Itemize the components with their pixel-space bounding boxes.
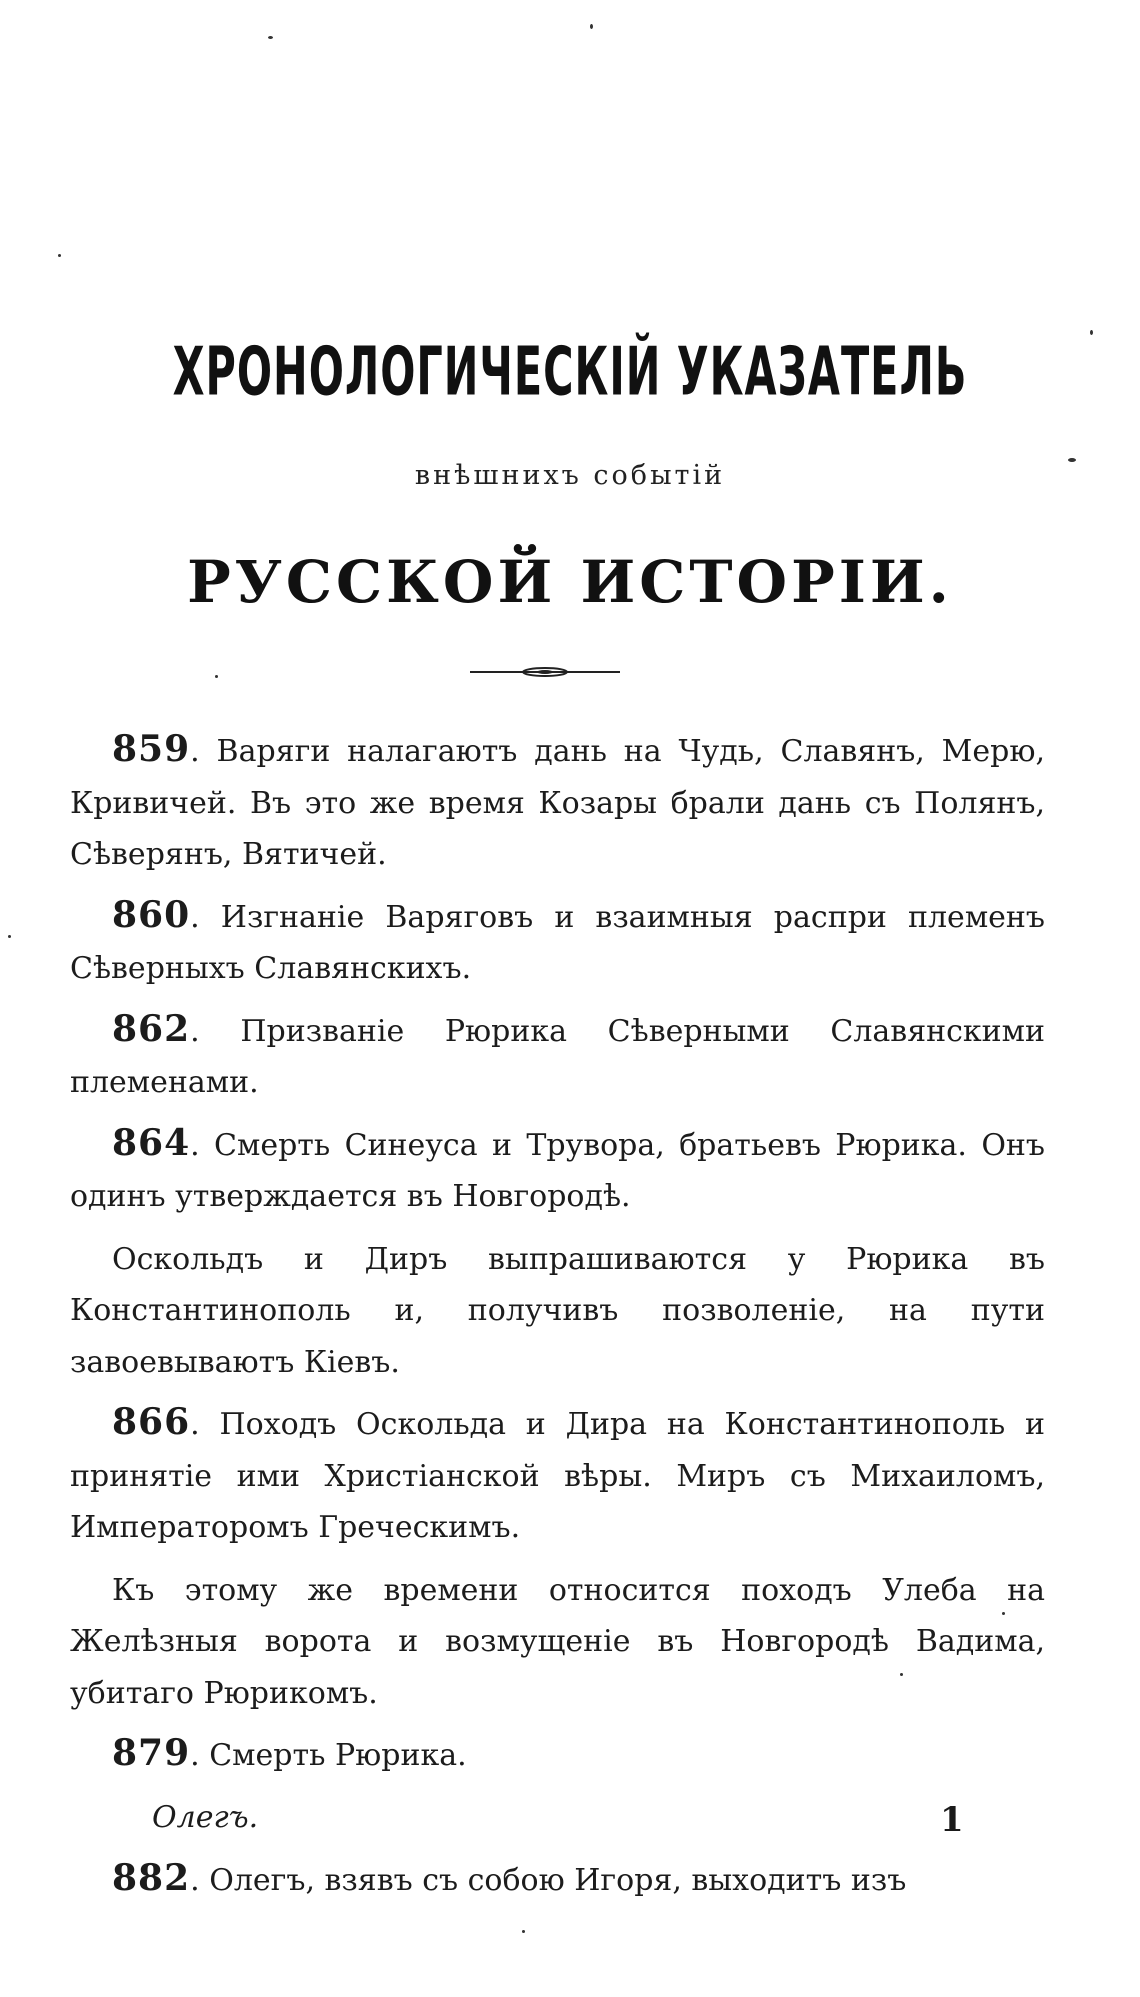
page-title: ХРОНОЛОГИЧЕСКІЙ УКАЗАТЕЛЬ [172, 332, 968, 411]
scan-speck [215, 675, 218, 678]
entry-year: 862 [112, 1007, 191, 1050]
scan-speck [900, 1673, 903, 1676]
scan-speck [1090, 330, 1093, 335]
chronology-entry [70, 1563, 1045, 1720]
chronology-entry [70, 1118, 1045, 1223]
entry-text: . Смерть Синеуса и Трувора, братьевъ Рюрика. Онъ одинъ утверждается въ Новгородѣ. [70, 1127, 1045, 1214]
chronology-entry [70, 1728, 1045, 1782]
page-heading: РУССКОЙ ИСТОРІИ. [187, 548, 953, 616]
entry-text: . Походъ Оскольда и Дира на Константинополь и принятіе ими Христіанской вѣры. Миръ съ Михаиломъ, Императоромъ Греческимъ. [70, 1407, 1045, 1545]
scan-speck [1002, 1612, 1005, 1615]
page-subtitle: внѣшнихъ событій [414, 460, 726, 491]
entry-text: . Изгнаніе Варяговъ и взаимныя распри племенъ Сѣверныхъ Славянскихъ. [70, 899, 1045, 986]
chronology-text [70, 724, 1045, 1907]
entry-text: . Смерть Рюрика. [190, 1738, 467, 1773]
scan-speck [268, 36, 273, 39]
chronology-entry [70, 1397, 1045, 1554]
page-number: 1 [940, 1800, 964, 1840]
scan-speck [590, 24, 593, 29]
chronology-entry [70, 1853, 1045, 1907]
entry-text: Къ этому же времени относится походъ Улеба на Желѣзныя ворота и возмущеніе въ Новгородѣ Вадима, убитаго Рюрикомъ. [70, 1572, 1045, 1711]
entry-text: . Призваніе Рюрика Сѣверными Славянскими племенами. [70, 1013, 1045, 1100]
chronology-entry [70, 1004, 1045, 1109]
entry-year: 860 [112, 893, 191, 936]
entry-text: . Олегъ, взявъ съ собою Игоря, выходитъ изъ [190, 1863, 907, 1898]
entry-text: . Варяги налагаютъ дань на Чудь, Славянъ, Мерю, Кривичей. Въ это же время Козары брали дань съ Полянъ, Сѣверянъ, Вятичей. [70, 734, 1045, 872]
chronology-entry [70, 724, 1045, 881]
chronology-entry [70, 1232, 1045, 1389]
entry-year: 864 [112, 1121, 191, 1164]
scan-speck [8, 935, 11, 938]
ruler-heading: Олегъ. [152, 1799, 259, 1835]
entry-year: 866 [112, 1401, 191, 1443]
entry-text: Оскольдъ и Диръ выпрашиваются у Рюрика въ Константинополь и, получивъ позволеніе, на пути завоевываютъ Кіевъ. [70, 1241, 1045, 1380]
ornament-divider [470, 664, 620, 680]
scan-speck [522, 1930, 525, 1933]
chronology-entry [70, 890, 1045, 995]
entry-year: 882 [112, 1857, 191, 1899]
entry-year: 879 [112, 1732, 191, 1774]
scan-speck [1068, 458, 1076, 462]
scan-speck [58, 254, 61, 257]
entry-year: 859 [112, 728, 191, 770]
